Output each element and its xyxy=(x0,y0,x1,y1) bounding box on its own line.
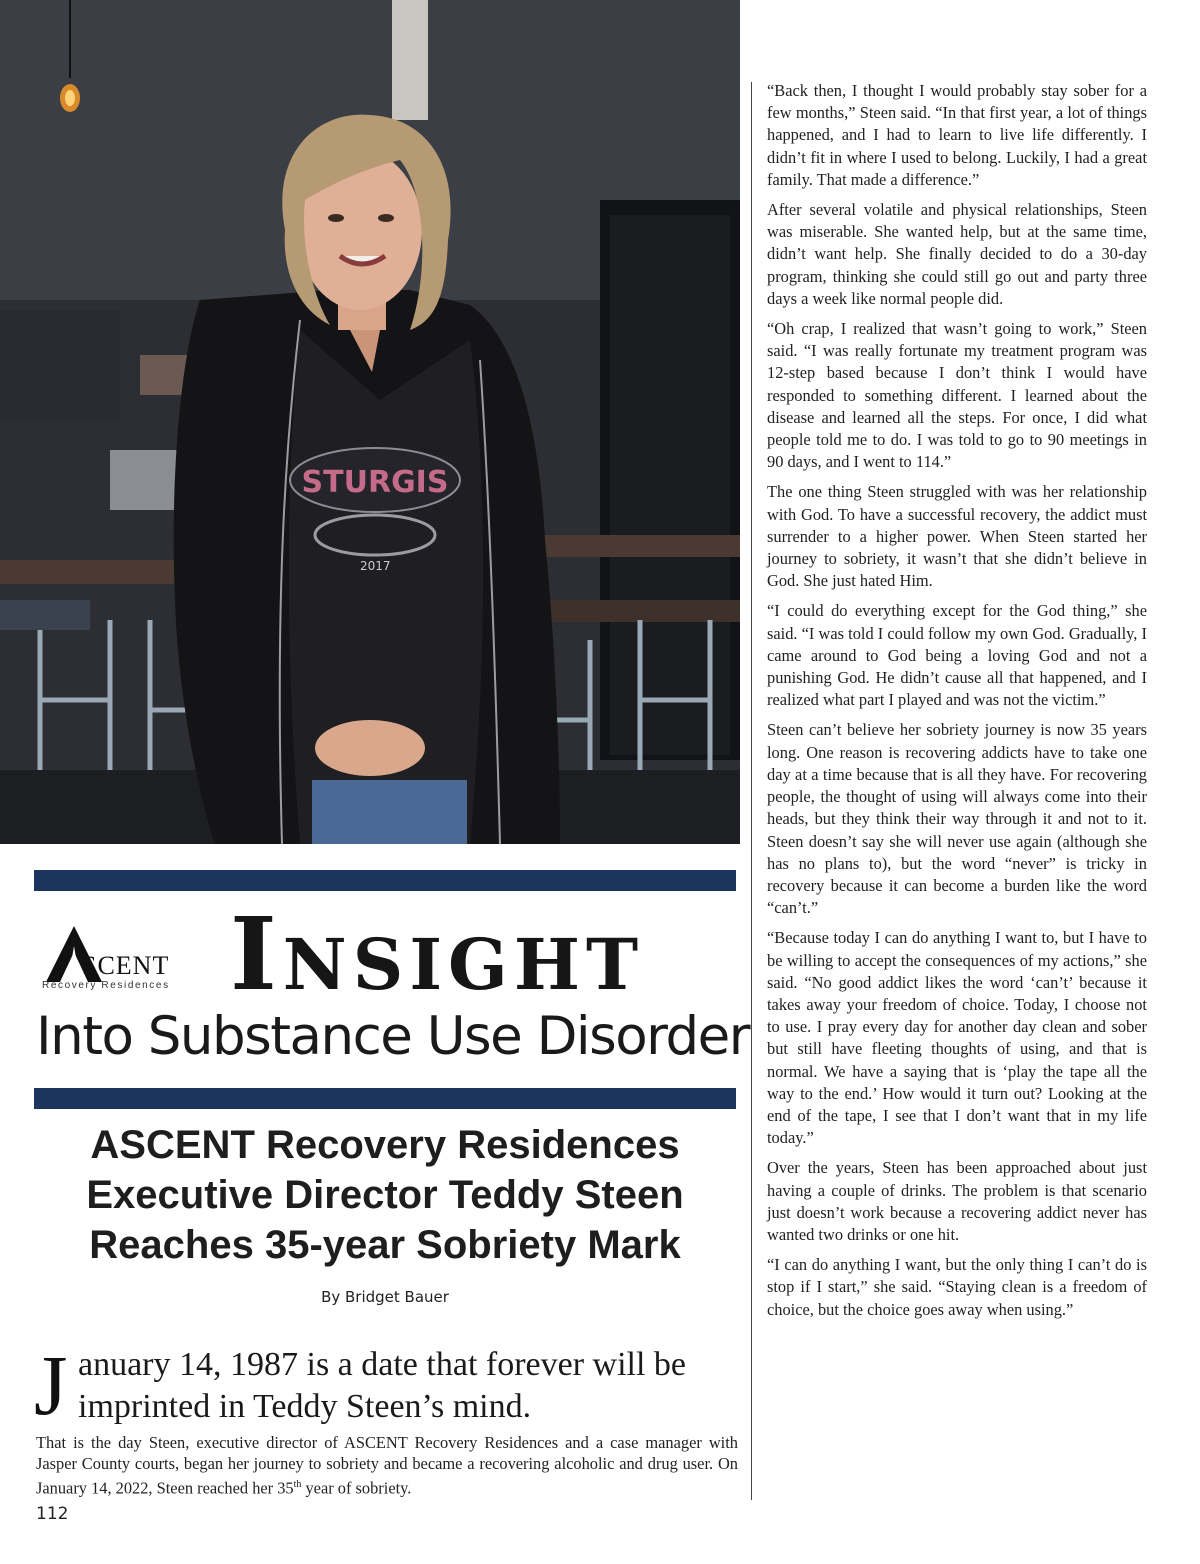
right-column xyxy=(767,80,1147,1329)
drop-cap: J xyxy=(34,1337,68,1433)
logo-subtitle: Recovery Residences xyxy=(42,980,170,991)
page-number: 112 xyxy=(36,1504,69,1524)
column-divider xyxy=(751,82,752,1500)
lede xyxy=(78,1344,748,1428)
byline: By Bridget Bauer xyxy=(321,1288,449,1306)
paragraph: The one thing Steen struggled with was her relationship with God. To have a successful recovery, the addict must surrender to a higher power. When Steen started her journey to sobriety, it wasn’t that she didn’t believe in God. She just hated Him. xyxy=(767,482,1147,591)
intro-superscript: th xyxy=(293,1479,302,1490)
article-headline xyxy=(34,1120,736,1270)
intro-text: That is the day Steen, executive director of ASCENT Recovery Residences and a case manager with Jasper County courts, began her journey to sobriety and became a recovering alcoholic and drug user. On January 14, 2022, Steen reached her 35 xyxy=(36,1433,738,1498)
feature-photo xyxy=(0,0,740,844)
headline-line: Executive Director Teddy Steen xyxy=(86,1173,684,1217)
headline-line: ASCENT Recovery Residences xyxy=(90,1123,680,1167)
lede-line: anuary 14, 1987 is a date that forever will be xyxy=(78,1346,687,1383)
intro-paragraph xyxy=(36,1432,738,1498)
paragraph: “Oh crap, I realized that wasn’t going to work,” Steen said. “I was really fortunate my treatment program was 12-step based because I don’t think I would have responded to something different. I learned about the disease and learned all the steps. For once, I did what people told me to do. I was told to go to 90 meetings in 90 days, and I went to 114.” xyxy=(767,319,1147,472)
bottom-rule-bar xyxy=(34,1088,736,1109)
paragraph: Steen can’t believe her sobriety journey is now 35 years long. One reason is recovering addicts have to take one day at a time because that is all they have. For recovering people, the thought of using will always come into their heads, but they think their way through it and not to it. Steen doesn’t say she will never use again (although she has no plans to), but the word “never” is tricky in recovery because it can become a burden like the word “can’t.” xyxy=(767,720,1147,918)
intro-end: year of sobriety. xyxy=(301,1478,412,1498)
top-rule-bar xyxy=(34,870,736,891)
paragraph: “I can do anything I want, but the only thing I can’t do is stop if I start,” she said. “Staying clean is a freedom of choice, but the choice goes away when using.” xyxy=(767,1255,1147,1319)
paragraph: “I could do everything except for the God thing,” she said. “I was told I could follow my own God. Gradually, I came around to God being a loving God and not a punishing God. He didn’t cause all that happened, and I realized what part I played and was not the victim.” xyxy=(767,601,1147,710)
paragraph: Over the years, Steen has been approached about just having a couple of drinks. The problem is that scenario just doesn’t work because a recovering addict never has wanted two drinks or one hit. xyxy=(767,1158,1147,1244)
paragraph: After several volatile and physical relationships, Steen was miserable. She wanted help, but at the same time, didn’t want help. She finally decided to do a 30-day program, thinking she could still go out and party three days a week like normal people did. xyxy=(767,200,1147,308)
ascent-logo xyxy=(40,920,200,996)
insight-title: Insight xyxy=(230,895,645,1013)
photo-illustration xyxy=(0,0,740,844)
shirt-year: 2017 xyxy=(360,559,391,573)
headline-line: Reaches 35-year Sobriety Mark xyxy=(89,1223,681,1267)
paragraph: “Back then, I thought I would probably stay sober for a few months,” Steen said. “In that first year, a lot of things happened, and I had to learn to live life differently. I didn’t fit in where I used to belong. Luckily, I had a great family. That made a difference.” xyxy=(767,81,1147,189)
shirt-text: STURGIS xyxy=(301,465,449,500)
lede-line: imprinted in Teddy Steen’s mind. xyxy=(78,1388,532,1425)
paragraph: “Because today I can do anything I want to, but I have to be willing to accept the consequences of my actions,” she said. “No good addict likes the word ‘can’t’ because it takes away your freedom of choice. Today, I choose not to use. I pray every day for another day clean and sober but still have fleeting thoughts of using, and that is normal. We have a saying that is ‘play the tape all the way to the end.’ How would it turn out? Looking at the end of the tape, I see that I don’t want that in my life today.” xyxy=(767,928,1147,1148)
logo-word: SCENT xyxy=(82,951,170,980)
section-subtitle: Into Substance Use Disorder xyxy=(36,1006,750,1067)
